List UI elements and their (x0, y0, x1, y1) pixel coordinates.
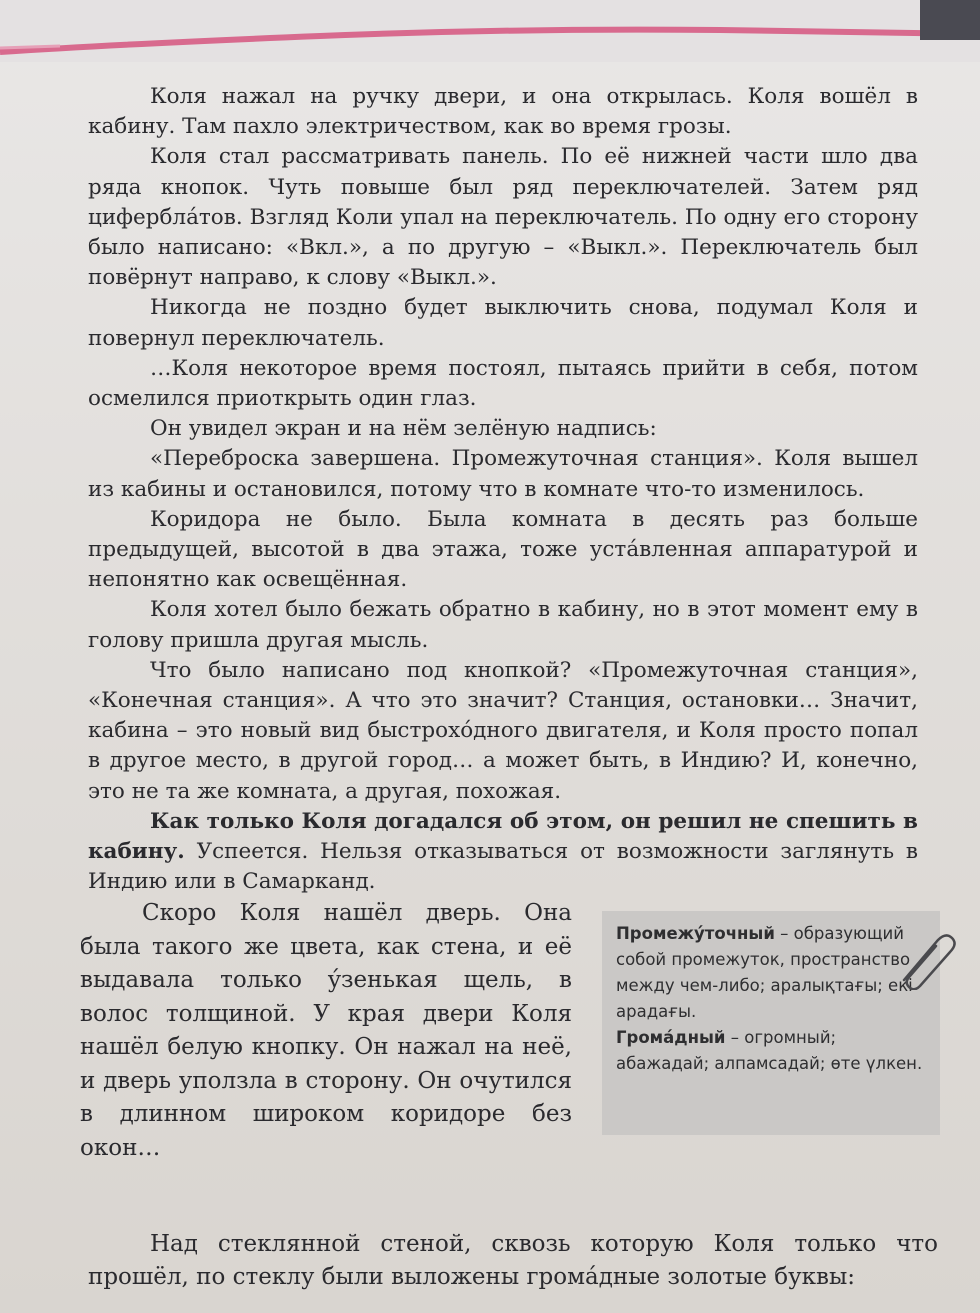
glossary-term: Громáдный (616, 1028, 726, 1048)
paragraph-bold (88, 807, 918, 898)
paragraph: Коля стал рассматривать панель. По её нижней части шло два ряда кнопок. Чуть повыше был ряд переключателей. Затем ряд циферблáтов. Взгляд Коли упал на переключатель. По одну его сторону было написано: «Вкл.», а по другую – «Выкл.». Переключатель был повёрнут направо, к слову «Выкл.». (88, 144, 918, 291)
paragraph: Коля нажал на ручку двери, и она открылась. Коля вошёл в кабину. Там пахло электричеством, как во время грозы. (88, 84, 918, 140)
paragraph: Что было написано под кнопкой? «Промежуточная станция», «Конечная станция». А что это значит? Станция, остановки… Значит, кабина – это новый вид быстрохóдного двигателя, и Коля просто попал в другое место, в другой город… а может быть, в Индию? И, конечно, это не та же комната, а другая, похожая. (88, 657, 918, 804)
background-corner (920, 0, 980, 40)
main-text (80, 82, 923, 1182)
paragraph: …Коля некоторое время постоял, пытаясь прийти в себя, потом осмелился приоткрыть один глаз. (88, 355, 918, 412)
pink-header-line (0, 0, 980, 70)
glossary-entry-1 (616, 924, 913, 1021)
paragraph: «Переброска завершена. Промежуточная станция». Коля вышел из кабины и остановился, потому что в комнате что-то изменилось. (88, 446, 918, 502)
glossary-definition: – образующий собой промежуток, пространство между чем-либо; аралықтағы; екі арадағы. (616, 924, 913, 1022)
paragraph: Он увидел экран и на нём зелёную надпись: (150, 416, 657, 442)
paragraph: Коридора не было. Была комната в десять раз больше предыдущей, высотой в два этажа, тоже устáвленная аппаратурой и непонятно как освещённая. (88, 506, 918, 593)
two-column-section (80, 897, 923, 1182)
glossary-entry-2 (616, 1028, 922, 1073)
paragraph: Никогда не поздно будет выключить снова, подумал Коля и повернул переключатель. (88, 295, 918, 351)
paperclip-icon (890, 930, 960, 990)
column-paragraph: Скоро Коля нашёл дверь. Она была такого же цвета, как стена, и её выдавала только ýзенькая щель, в волос толщиной. У края двери Коля нашёл белую кнопку. Он нажал на неё, и дверь уползла в сторону. Он очутился в длинном широком коридоре без окон… (80, 900, 572, 1161)
last-paragraph: Над стеклянной стеной, сквозь которую Коля только что прошёл, по стеклу были выложены громáдные золотые буквы: (88, 1231, 938, 1290)
paragraph-rest: Успеется. Нельзя отказываться от возможности заглянуть в Индию или в Самарканд. (88, 839, 918, 895)
glossary-definition: – огромный; абажадай; алпамсадай; өте үлкен. (616, 1028, 923, 1074)
bold-sentence: Как только Коля догадался об этом, он решил не спешить в кабину. (88, 808, 918, 865)
paragraph: Коля хотел было бежать обратно в кабину, но в этот момент ему в голову пришла другая мысль. (88, 597, 918, 653)
glossary-term: Промежýточный (616, 924, 775, 944)
